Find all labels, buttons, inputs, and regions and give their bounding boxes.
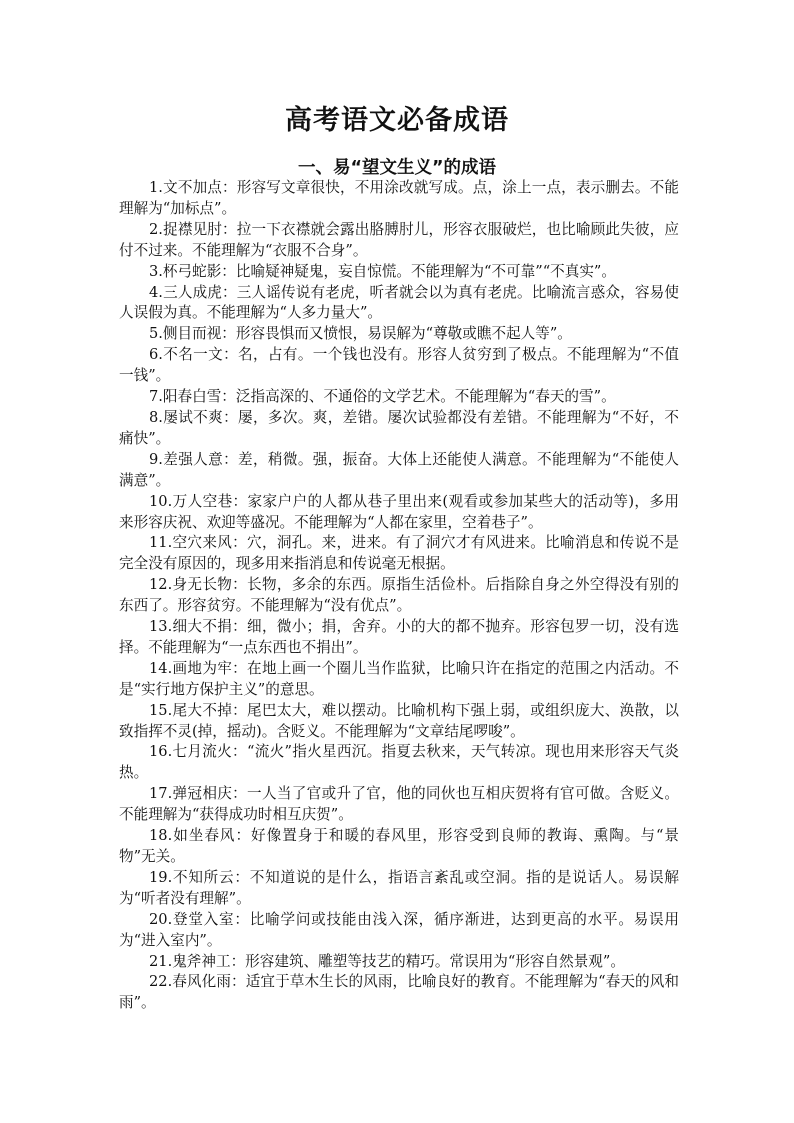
idiom-entry: 20.登堂入室：比喻学问或技能由浅入深，循序渐进，达到更高的水平。易误用为“进入室内”。 [119,910,679,949]
idiom-entry: 1.文不加点：形容写文章很快，不用涂改就写成。点，涂上一点，表示删去。不能理解为“加标点”。 [119,179,679,217]
idiom-entry: 14.画地为牢：在地上画一个圈儿当作监狱，比喻只许在指定的范围之内活动。不是“实行地方保护主义”的意思。 [119,659,679,698]
idiom-entry: 18.如坐春风：好像置身于和暖的春风里，形容受到良师的教诲、熏陶。与“景物”无关。 [119,827,679,865]
idiom-entry: 2.捉襟见肘：拉一下衣襟就会露出胳膊肘儿，形容衣服破烂，也比喻顾此失彼，应付不过来。不能理解为“衣服不合身”。 [119,220,679,259]
idiom-entry: 21.鬼斧神工：形容建筑、雕塑等技艺的精巧。常误用为“形容自然景观”。 [149,952,625,970]
idiom-entry: 15.尾大不掉：尾巴太大，难以摆动。比喻机构下强上弱，或组织庞大、涣散，以致指挥不灵(掉，摇动)。含贬义。不能理解为“文章结尾啰唆”。 [119,701,679,740]
idiom-entry: 7.阳春白雪：泛指高深的、不通俗的文学艺术。不能理解为“春天的雪”。 [149,388,616,406]
idiom-entry: 19.不知所云：不知道说的是什么，指语言紊乱或空洞。指的是说话人。易误解为“听者没有理解”。 [119,868,679,907]
idiom-entry: 12.身无长物：长物，多余的东西。原指生活俭朴。后指除自身之外空得没有别的东西了。形容贫穷。不能理解为“没有优点”。 [119,576,679,615]
idiom-entry: 9.差强人意：差，稍微。强，振奋。大体上还能使人满意。不能理解为“不能使人满意”。 [119,450,679,489]
idiom-entry: 3.杯弓蛇影：比喻疑神疑鬼，妄自惊慌。不能理解为“不可靠”“不真实”。 [149,262,616,280]
idiom-entry: 8.屡试不爽：屡，多次。爽，差错。屡次试验都没有差错。不能理解为“不好，不痛快”。 [119,408,679,447]
idiom-entry: 6.不名一文：名，占有。一个钱也没有。形容人贫穷到了极点。不能理解为“不值一钱”。 [119,346,679,385]
idiom-entry: 17.弹冠相庆：一人当了官或升了官，他的同伙也互相庆贺将有官可做。含贬义。不能理解为“获得成功时相互庆贺”。 [119,785,679,824]
idiom-list [119,178,679,1014]
idiom-entry: 5.侧目而视：形容畏惧而又愤恨，易误解为“尊敬或瞧不起人等”。 [149,325,572,343]
idiom-entry: 22.春风化雨：适宜于草木生长的风雨，比喻良好的教育。不能理解为“春天的风和雨”。 [119,973,679,1012]
idiom-entry: 13.细大不捐：细，微小；捐，舍弃。小的大的都不抛弃。形容包罗一切，没有选择。不能理解为“一点东西也不捐出”。 [119,618,679,656]
document-title: 高考语文必备成语 [285,105,509,136]
section-heading: 一、易“望文生义”的成语 [297,158,496,178]
idiom-entry: 11.空穴来风：穴，洞孔。来，进来。有了洞穴才有风进来。比喻消息和传说不是完全没有原因的，现多用来指消息和传说毫无根据。 [119,534,679,573]
idiom-entry: 4.三人成虎：三人谣传说有老虎，听者就会以为真有老虎。比喻流言惑众，容易使人误假为真。不能理解为“人多力量大”。 [119,283,679,322]
idiom-entry: 16.七月流火：“流火”指火星西沉。指夏去秋来，天气转凉。现也用来形容天气炎热。 [119,743,679,782]
idiom-entry: 10.万人空巷：家家户户的人都从巷子里出来(观看或参加某些大的活动等)，多用来形容庆祝、欢迎等盛况。不能理解为“人都在家里，空着巷子”。 [119,492,679,531]
